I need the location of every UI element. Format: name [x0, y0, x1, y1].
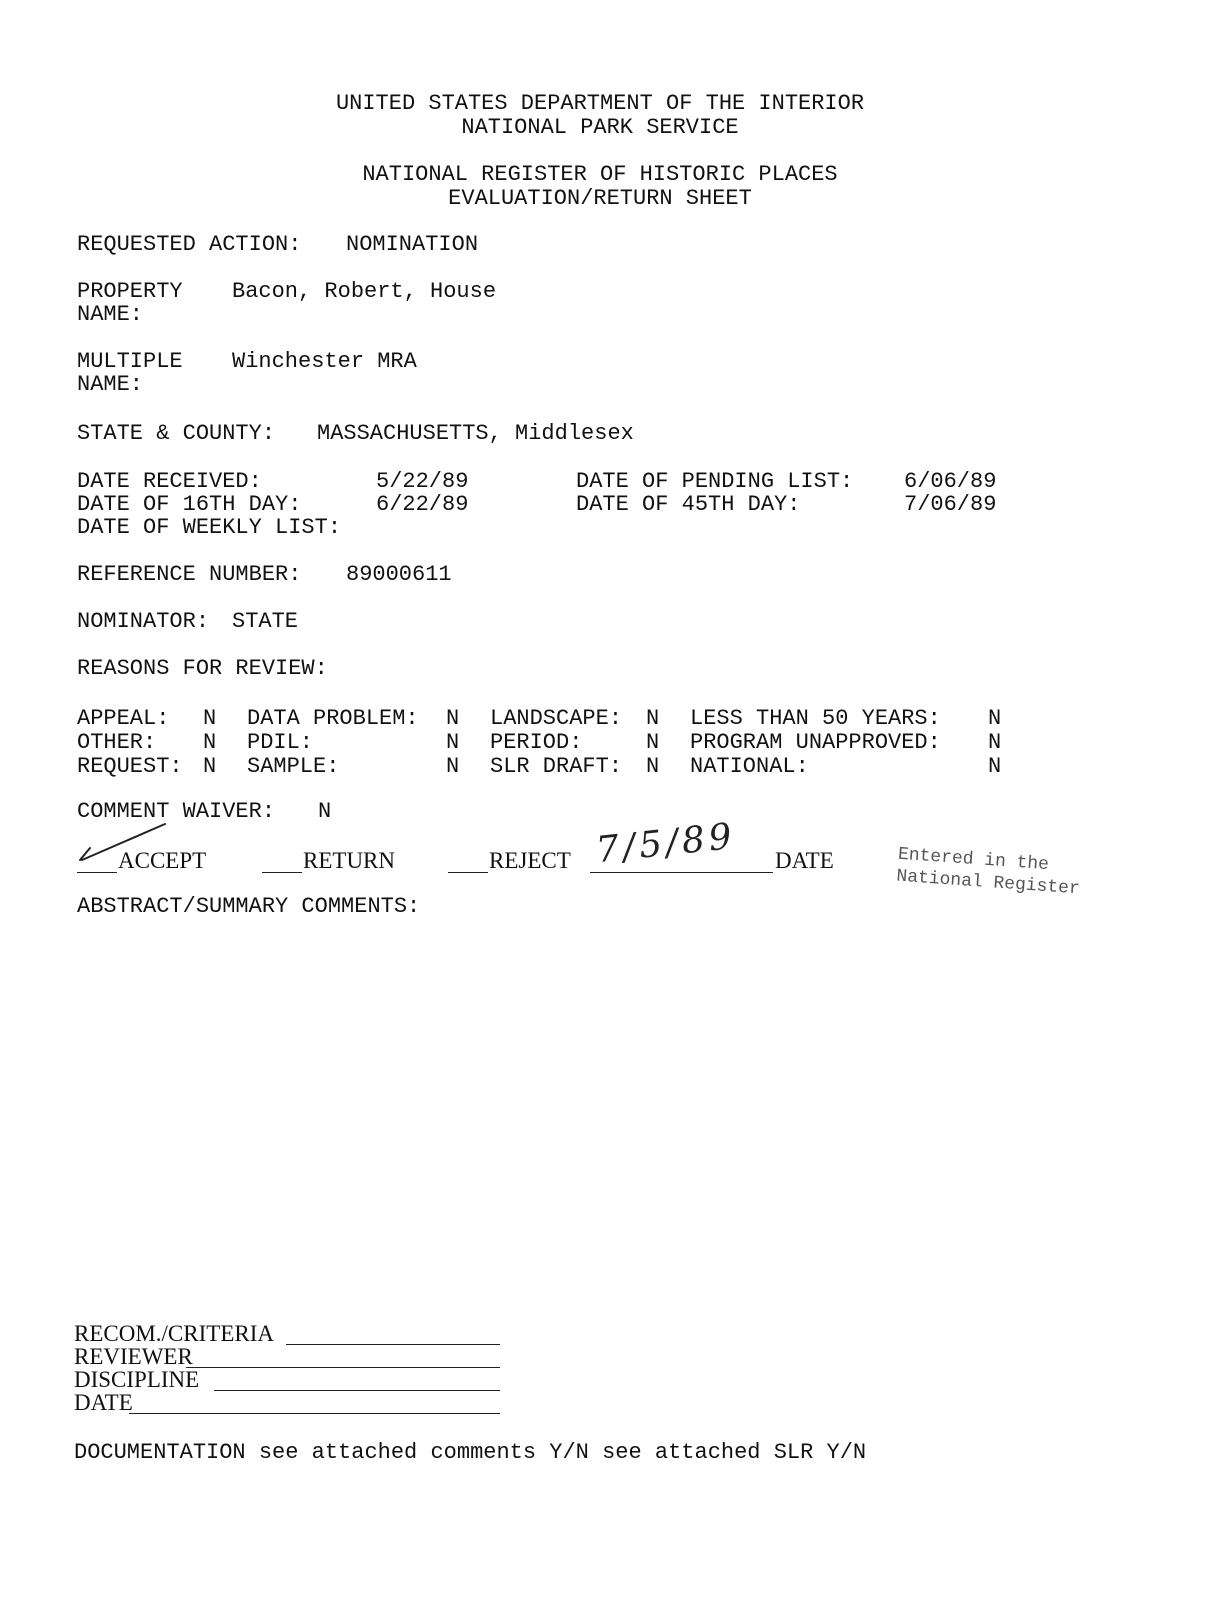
date-received-value: 5/22/89	[376, 469, 469, 494]
less-than-50-label: LESS THAN 50 YEARS:	[690, 706, 941, 731]
national-label: NATIONAL:	[690, 754, 809, 779]
multiple-name-label: NAME:	[77, 372, 144, 397]
form-subtitle: EVALUATION/RETURN SHEET	[448, 186, 752, 211]
form-title: NATIONAL REGISTER OF HISTORIC PLACES	[362, 162, 838, 187]
program-unapproved-label: PROGRAM UNAPPROVED:	[690, 730, 941, 755]
sample-value: N	[446, 754, 460, 779]
slr-draft-value: N	[646, 754, 660, 779]
pdil-value: N	[446, 730, 460, 755]
period-value: N	[646, 730, 660, 755]
entered-register-stamp	[896, 844, 1082, 901]
date-pending-value: 6/06/89	[904, 469, 997, 494]
period-label: PERIOD:	[490, 730, 583, 755]
landscape-value: N	[646, 706, 660, 731]
request-label: REQUEST:	[77, 754, 183, 779]
stamp-line-2: National Register	[895, 866, 1081, 900]
reference-number-label: REFERENCE NUMBER:	[77, 562, 302, 587]
property-name-label: NAME:	[77, 302, 144, 327]
recom-criteria-label: RECOM./CRITERIA	[74, 1321, 274, 1346]
date-signature-line	[590, 872, 773, 873]
date-received-label: DATE RECEIVED:	[77, 469, 262, 494]
data-problem-label: DATA PROBLEM:	[247, 706, 419, 731]
review-date-label: DATE	[74, 1390, 133, 1415]
other-label: OTHER:	[77, 730, 157, 755]
reviewer-label: REVIEWER	[74, 1344, 193, 1369]
other-value: N	[203, 730, 217, 755]
date-45th-label: DATE OF 45TH DAY:	[576, 492, 801, 517]
date-16th-label: DATE OF 16TH DAY:	[77, 492, 302, 517]
pdil-label: PDIL:	[247, 730, 314, 755]
reject-blank	[448, 872, 488, 873]
landscape-label: LANDSCAPE:	[490, 706, 623, 731]
sample-label: SAMPLE:	[247, 754, 340, 779]
state-county-label: STATE & COUNTY:	[77, 421, 276, 446]
property-name-value: Bacon, Robert, House	[232, 279, 497, 304]
decision-date-label: DATE	[775, 848, 834, 873]
handwritten-date: 7/5/89	[594, 815, 738, 872]
national-value: N	[988, 754, 1002, 779]
requested-action-value: NOMINATION	[346, 232, 479, 257]
discipline-line[interactable]	[214, 1390, 500, 1391]
date-16th-value: 6/22/89	[376, 492, 469, 517]
accept-option[interactable]: ACCEPT	[118, 848, 207, 873]
stamp-line-1: Entered in the	[897, 844, 1050, 876]
appeal-value: N	[203, 706, 217, 731]
reject-option[interactable]: REJECT	[489, 848, 571, 873]
reference-number-value: 89000611	[346, 562, 452, 587]
review-date-line[interactable]	[129, 1413, 500, 1414]
return-blank	[262, 872, 302, 873]
return-option[interactable]: RETURN	[303, 848, 395, 873]
recom-criteria-line[interactable]	[286, 1344, 500, 1345]
nominator-value: STATE	[232, 609, 299, 634]
slr-draft-label: SLR DRAFT:	[490, 754, 623, 779]
request-value: N	[203, 754, 217, 779]
state-county-value: MASSACHUSETTS, Middlesex	[317, 421, 634, 446]
property-label: PROPERTY	[77, 279, 183, 304]
agency-subtitle: NATIONAL PARK SERVICE	[461, 115, 739, 140]
multiple-label: MULTIPLE	[77, 349, 183, 374]
abstract-summary-label: ABSTRACT/SUMMARY COMMENTS:	[77, 894, 421, 919]
less-than-50-value: N	[988, 706, 1002, 731]
discipline-label: DISCIPLINE	[74, 1367, 200, 1392]
multiple-name-value: Winchester MRA	[232, 349, 417, 374]
agency-title: UNITED STATES DEPARTMENT OF THE INTERIOR	[335, 91, 865, 116]
comment-waiver-value: N	[318, 799, 332, 824]
reasons-for-review-label: REASONS FOR REVIEW:	[77, 656, 328, 681]
nominator-label: NOMINATOR:	[77, 609, 210, 634]
comment-waiver-label: COMMENT WAIVER:	[77, 799, 276, 824]
reviewer-line[interactable]	[186, 1367, 500, 1368]
requested-action-label: REQUESTED ACTION:	[77, 232, 302, 257]
documentation-line: DOCUMENTATION see attached comments Y/N see attached SLR Y/N	[74, 1440, 867, 1465]
date-45th-value: 7/06/89	[904, 492, 997, 517]
date-pending-label: DATE OF PENDING LIST:	[576, 469, 854, 494]
data-problem-value: N	[446, 706, 460, 731]
appeal-label: APPEAL:	[77, 706, 170, 731]
program-unapproved-value: N	[988, 730, 1002, 755]
date-weekly-label: DATE OF WEEKLY LIST:	[77, 515, 342, 540]
